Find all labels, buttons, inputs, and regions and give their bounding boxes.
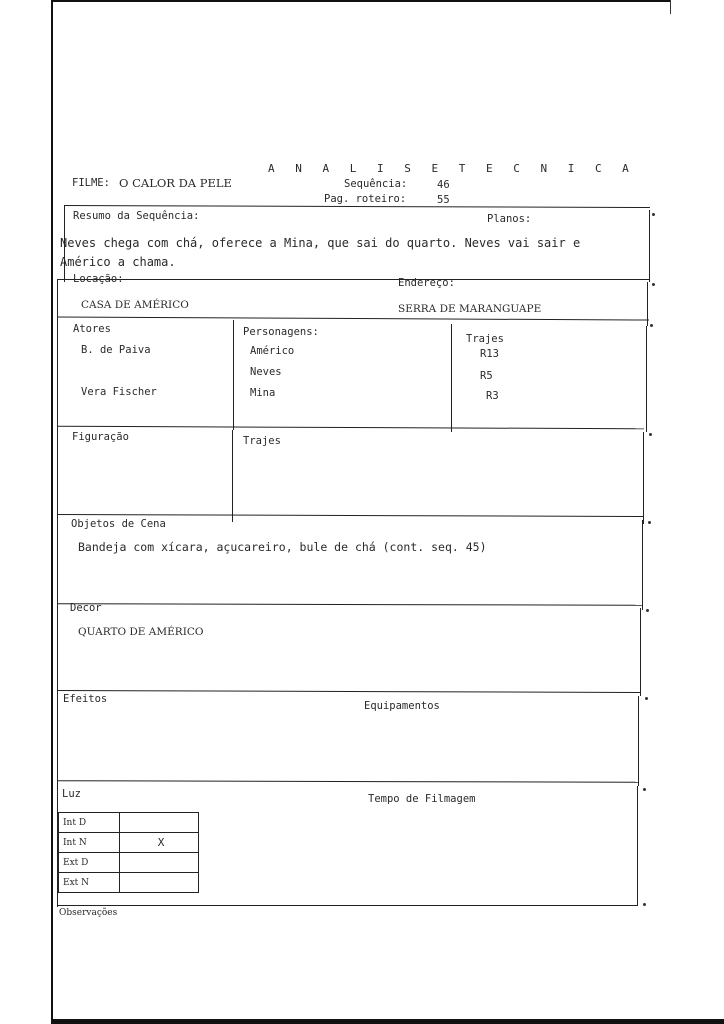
frame-right-line-7 bbox=[638, 696, 639, 786]
scan-edge-left bbox=[51, 0, 53, 1024]
luz-label: Luz bbox=[62, 788, 81, 800]
frame-right-line-4 bbox=[643, 432, 644, 524]
personagens-label: Personagens: bbox=[243, 326, 319, 338]
sequencia-label: Sequência: bbox=[344, 178, 408, 190]
efeitos-top-line bbox=[57, 690, 640, 693]
resumo-label: Resumo da Sequência: bbox=[73, 210, 200, 222]
margin-dot bbox=[652, 283, 655, 286]
luz-row bbox=[59, 853, 199, 873]
luz-row-label: Ext D bbox=[59, 853, 120, 873]
luz-top-line bbox=[57, 780, 638, 783]
decor-label: Decor bbox=[70, 602, 102, 614]
locacao-top-line bbox=[57, 279, 649, 280]
locacao-label: Locação: bbox=[73, 273, 124, 285]
traje-3: R3 bbox=[486, 390, 499, 402]
tempo-filmagem-label: Tempo de Filmagem bbox=[368, 793, 476, 805]
margin-dot bbox=[650, 324, 653, 327]
ator-1: B. de Paiva bbox=[81, 344, 151, 356]
margin-dot bbox=[648, 521, 651, 524]
observacoes-label: Observações bbox=[59, 908, 118, 918]
luz-row-mark: X bbox=[120, 833, 199, 853]
resumo-line-2: Américo a chama. bbox=[60, 255, 176, 269]
equipamentos-label: Equipamentos bbox=[364, 700, 440, 712]
luz-row bbox=[59, 813, 199, 833]
margin-dot bbox=[649, 433, 652, 436]
efeitos-label: Efeitos bbox=[63, 693, 108, 705]
locacao-value: CASA DE AMÉRICO bbox=[81, 299, 189, 311]
atores-label: Atores bbox=[73, 323, 111, 335]
frame-top-line bbox=[64, 205, 650, 208]
personagem-3: Mina bbox=[250, 387, 276, 399]
luz-row-mark bbox=[120, 873, 199, 893]
luz-row-label: Int N bbox=[59, 833, 120, 853]
luz-row-mark bbox=[120, 813, 199, 833]
traje-2: R5 bbox=[480, 370, 493, 382]
form-title: A N A L I S E T E C N I C A bbox=[268, 162, 636, 175]
personagem-2: Neves bbox=[250, 366, 282, 378]
luz-table bbox=[58, 812, 199, 893]
trajes-divider bbox=[451, 324, 452, 432]
luz-row-label: Ext N bbox=[59, 873, 120, 893]
margin-dot bbox=[643, 788, 646, 791]
figuracao-label: Figuração bbox=[72, 431, 129, 443]
sequencia-value: 46 bbox=[437, 179, 450, 191]
ator-2: Vera Fischer bbox=[81, 386, 157, 398]
pag-roteiro-label: Pag. roteiro: bbox=[324, 193, 407, 205]
margin-dot bbox=[646, 609, 649, 612]
frame-right-line-5 bbox=[642, 520, 643, 610]
luz-row-label: Int D bbox=[59, 813, 120, 833]
scan-edge-top bbox=[51, 0, 671, 2]
endereco-label: Endereço: bbox=[398, 277, 455, 289]
traje-1: R13 bbox=[480, 348, 499, 360]
resumo-line-1: Neves chega com chá, oferece a Mina, que sai do quarto. Neves vai sair e bbox=[60, 236, 581, 250]
decor-top-line bbox=[57, 603, 642, 606]
scan-edge-right bbox=[670, 0, 671, 14]
frame-right-line-6 bbox=[640, 608, 641, 696]
luz-row bbox=[59, 873, 199, 893]
endereco-value: SERRA DE MARANGUAPE bbox=[398, 303, 542, 315]
personagem-1: Américo bbox=[250, 345, 295, 357]
margin-dot bbox=[645, 697, 648, 700]
scan-edge-bottom bbox=[51, 1019, 724, 1024]
margin-dot bbox=[643, 903, 646, 906]
figuracao-top-line bbox=[57, 426, 644, 430]
objetos-label: Objetos de Cena bbox=[71, 518, 166, 530]
figuracao-trajes-label: Trajes bbox=[243, 435, 281, 447]
frame-bottom-line bbox=[57, 905, 638, 906]
objetos-value: Bandeja com xícara, açucareiro, bule de chá (cont. seq. 45) bbox=[78, 540, 487, 554]
trajes-label: Trajes bbox=[466, 333, 504, 345]
margin-dot bbox=[652, 213, 655, 216]
frame-right-line-8 bbox=[637, 786, 638, 906]
decor-value: QUARTO DE AMÉRICO bbox=[78, 626, 204, 638]
frame-right-line-3 bbox=[646, 326, 647, 432]
filme-value: O CALOR DA PELE bbox=[119, 176, 232, 190]
frame-right-line-1 bbox=[649, 210, 650, 282]
atores-divider bbox=[233, 320, 234, 430]
luz-row bbox=[59, 833, 199, 853]
planos-label: Planos: bbox=[487, 213, 532, 225]
elenco-top-line bbox=[57, 316, 649, 320]
filme-label: FILME: bbox=[72, 177, 110, 189]
luz-row-mark bbox=[120, 853, 199, 873]
pag-roteiro-value: 55 bbox=[437, 194, 450, 206]
figuracao-divider bbox=[232, 430, 233, 522]
